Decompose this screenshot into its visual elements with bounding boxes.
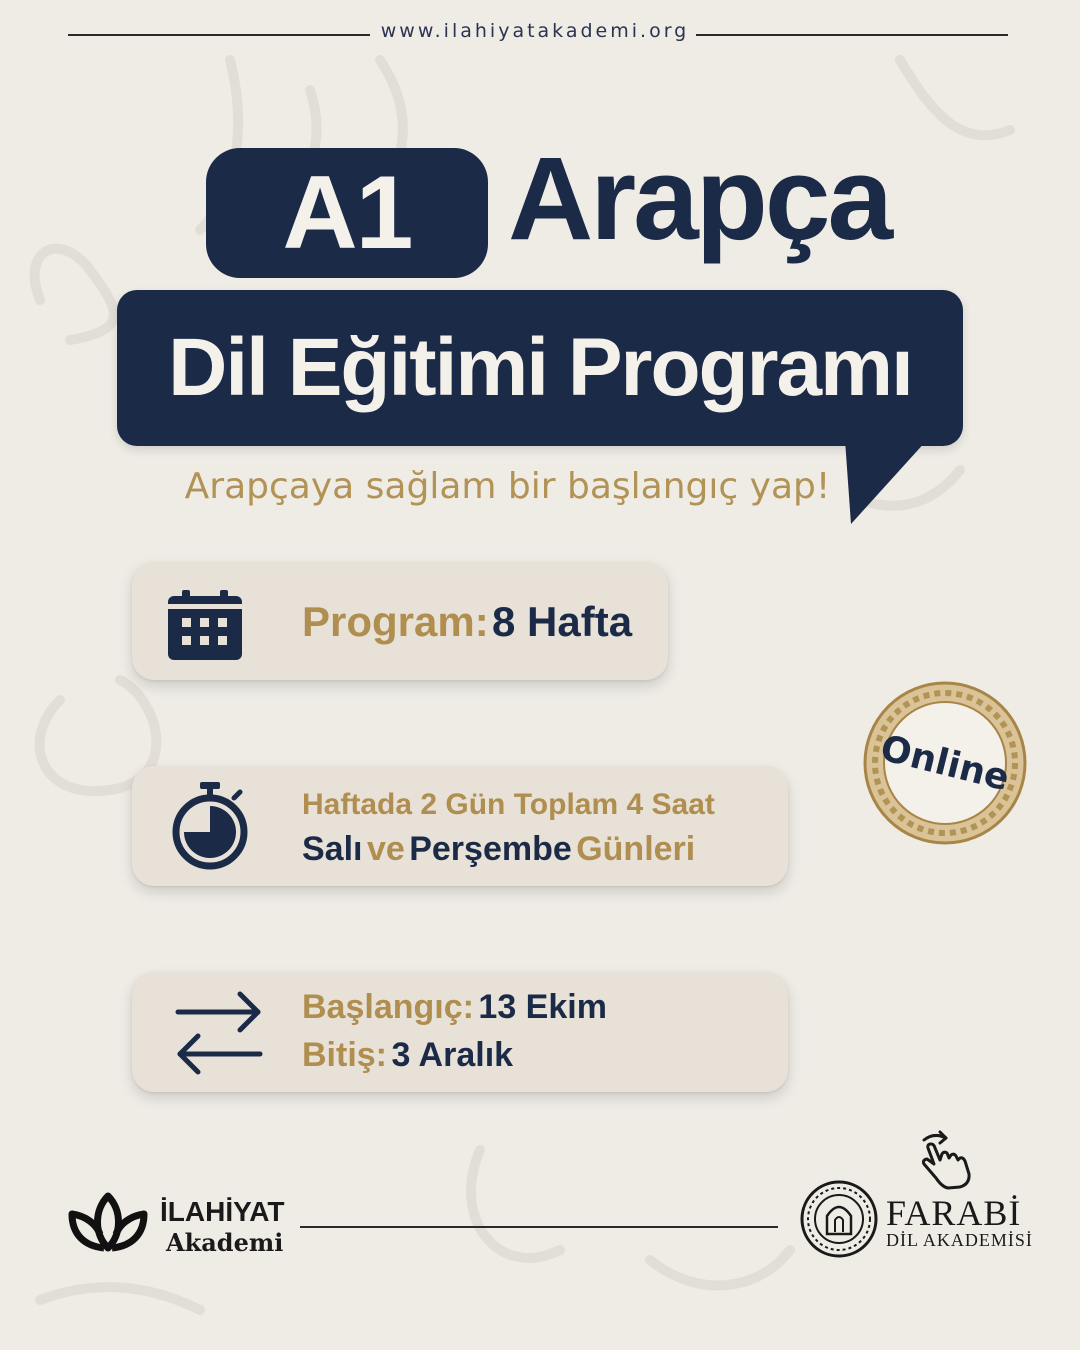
dil-akademisi-logo-text: DİL AKADEMİSİ — [886, 1230, 1033, 1250]
online-badge — [862, 680, 1028, 846]
duration-label: Program: — [302, 598, 489, 645]
duration-value: 8 Hafta — [492, 598, 633, 645]
program-title-bubble — [117, 290, 963, 446]
farabi-logo-text: FARABİ — [886, 1193, 1022, 1233]
ilahiyat-logo-text: İLAHİYAT — [160, 1196, 285, 1227]
website-url[interactable]: www.ilahiyatakademi.org — [380, 20, 690, 42]
swap-arrows-icon — [174, 990, 264, 1076]
start-value: 13 Ekim — [478, 988, 607, 1026]
end-value: 3 Aralık — [391, 1036, 514, 1074]
schedule-day-1: Salı — [302, 830, 363, 868]
start-date-row — [302, 988, 607, 1027]
dates-card — [132, 972, 788, 1092]
calendar-icon — [168, 590, 242, 660]
duration-card — [132, 562, 668, 680]
stopwatch-icon — [170, 782, 250, 870]
program-title: Dil Eğitimi Programı — [168, 322, 912, 413]
online-label: Online — [876, 727, 1014, 799]
schedule-hours: Haftada 2 Gün Toplam 4 Saat — [302, 788, 715, 821]
schedule-days — [302, 830, 695, 869]
level-badge — [206, 148, 488, 278]
footer-rule — [300, 1226, 778, 1228]
start-label: Başlangıç: — [302, 988, 474, 1026]
lotus-logo-icon — [68, 1190, 148, 1256]
schedule-suffix: Günleri — [576, 830, 696, 868]
end-label: Bitiş: — [302, 1036, 387, 1074]
language-title: Arapça — [508, 133, 891, 265]
header-rule-right — [696, 34, 1008, 36]
schedule-day-2: Perşembe — [409, 830, 572, 868]
schedule-card — [132, 766, 788, 886]
level-text: A1 — [282, 154, 412, 271]
tap-hand-icon — [914, 1130, 976, 1190]
schedule-joiner: ve — [366, 830, 405, 868]
farabi-seal-icon — [800, 1180, 878, 1258]
tagline: Arapçaya sağlam bir başlangıç yap! — [184, 466, 831, 507]
header-rule-left — [68, 34, 370, 36]
akademi-logo-text: Akademi — [166, 1228, 284, 1257]
end-date-row — [302, 1036, 513, 1075]
